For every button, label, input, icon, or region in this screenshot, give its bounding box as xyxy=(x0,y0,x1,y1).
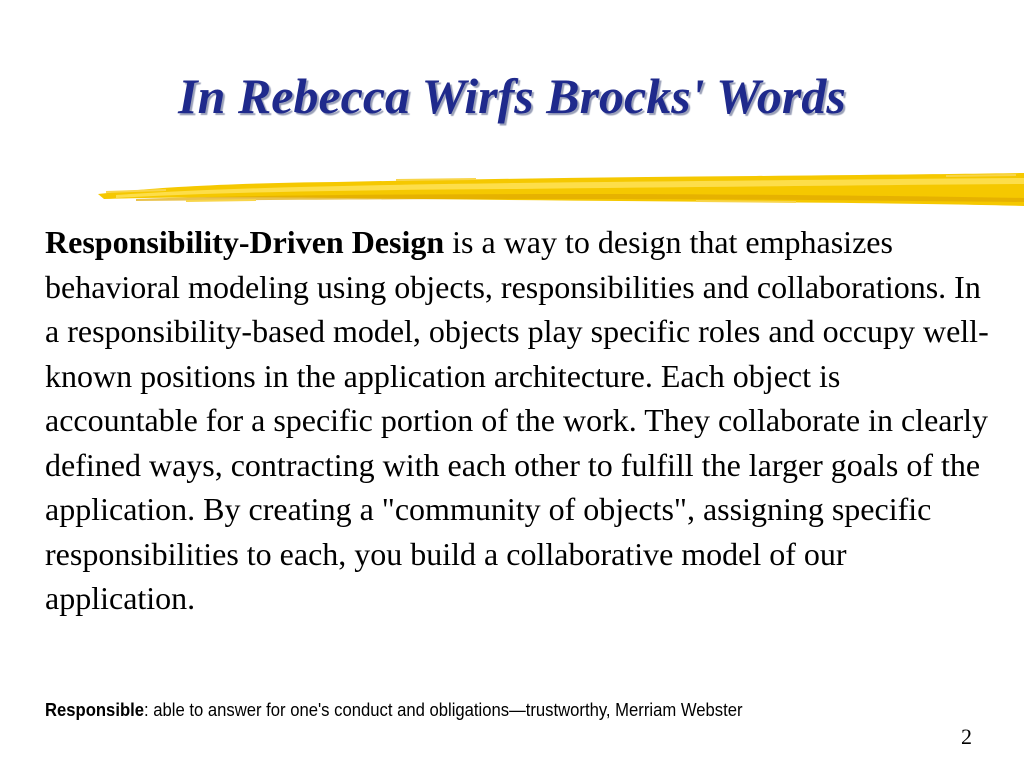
footnote-term: Responsible xyxy=(45,699,144,720)
body-lead-term: Responsibility-Driven Design xyxy=(45,224,445,260)
page-number: 2 xyxy=(961,724,972,749)
slide-title: In Rebecca Wirfs Brocks' Words xyxy=(178,68,846,124)
body-paragraph xyxy=(45,220,995,621)
body-paragraph-text: is a way to design that emphasizes behavioral modeling using objects, responsibilities and collaborations. In a responsibility-based model, objects play specific roles and occupy well-known positions in the application architecture. Each object is accountable for a specific portion of the work. They collaborate in clearly defined ways, contracting with each other to fulfill the larger goals of the application. By creating a "community of objects", assigning specific responsibilities to each, you build a collaborative model of our application. xyxy=(45,224,989,616)
footnote xyxy=(45,697,743,723)
footnote-definition: : able to answer for one's conduct and obligations—trustworthy, Merriam Webster xyxy=(144,699,743,720)
yellow-brush-stroke-divider xyxy=(96,168,1024,212)
